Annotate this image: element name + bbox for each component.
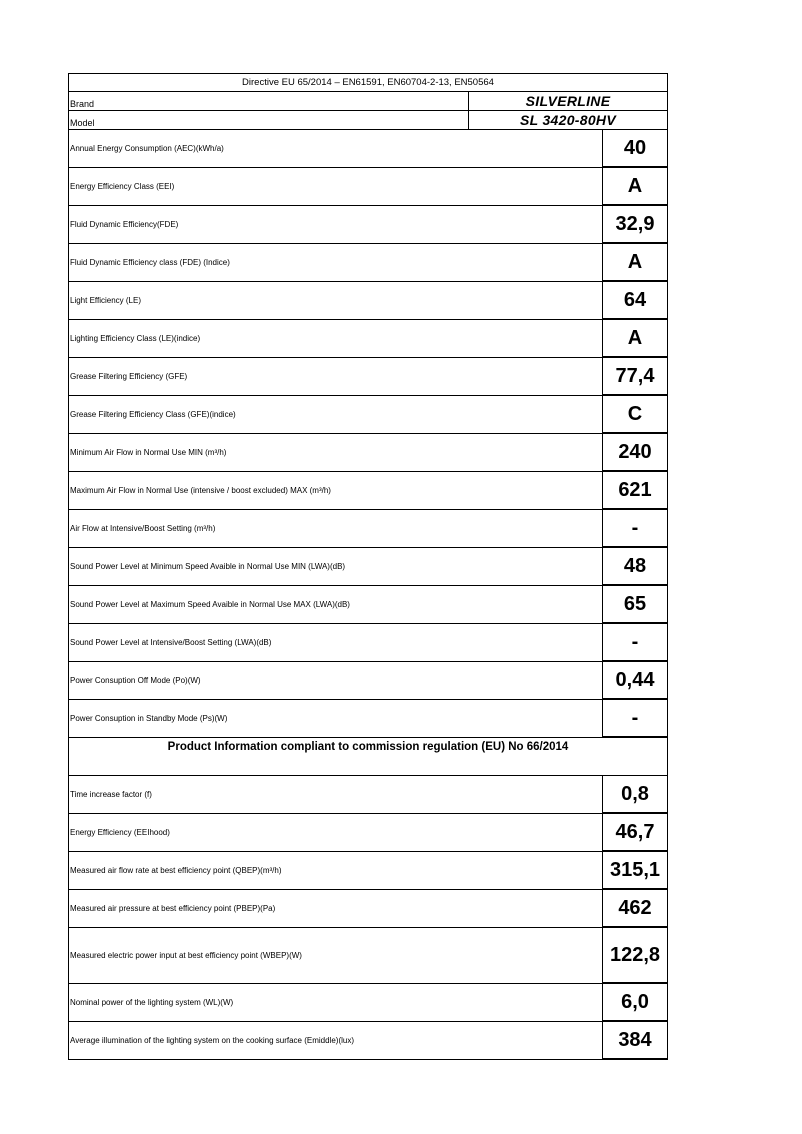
table-row xyxy=(68,586,668,624)
product-fiche-table xyxy=(68,73,668,1060)
row-label: Nominal power of the lighting system (WL)(W) xyxy=(70,998,234,1007)
row-value: 6,0 xyxy=(602,984,667,1021)
table-row xyxy=(68,1022,668,1060)
row-value: - xyxy=(602,510,667,547)
table-row xyxy=(68,396,668,434)
row-label: Minimum Air Flow in Normal Use MIN (m³/h) xyxy=(70,448,227,457)
row-value: 621 xyxy=(602,472,667,509)
row-value: 64 xyxy=(602,282,667,319)
row-value: 77,4 xyxy=(602,358,667,395)
row-value: 46,7 xyxy=(602,814,667,851)
table-row xyxy=(68,814,668,852)
row-label: Sound Power Level at Intensive/Boost Setting (LWA)(dB) xyxy=(70,638,272,647)
table-row xyxy=(68,662,668,700)
row-label: Sound Power Level at Minimum Speed Avaible in Normal Use MIN (LWA)(dB) xyxy=(70,562,346,571)
row-value: A xyxy=(602,320,667,357)
row-label: Light Efficiency (LE) xyxy=(70,296,141,305)
row-value: 0,8 xyxy=(602,776,667,813)
model-value: SL 3420-80HV xyxy=(520,112,616,128)
row-value: 40 xyxy=(602,130,667,167)
row-label: Measured air flow rate at best efficiency point (QBEP)(m³/h) xyxy=(70,866,282,875)
brand-label: Brand xyxy=(69,92,469,110)
row-label: Grease Filtering Efficiency (GFE) xyxy=(70,372,188,381)
table-row xyxy=(68,472,668,510)
table-row xyxy=(68,130,668,168)
table-row xyxy=(68,510,668,548)
row-value: 0,44 xyxy=(602,662,667,699)
directive-text: Directive EU 65/2014 – EN61591, EN60704-2-13, EN50564 xyxy=(242,77,494,88)
row-label: Lighting Efficiency Class (LE)(indice) xyxy=(70,334,201,343)
row-value: 240 xyxy=(602,434,667,471)
table-row xyxy=(68,776,668,814)
row-label: Energy Efficiency Class (EEI) xyxy=(70,182,175,191)
table-row xyxy=(68,320,668,358)
row-label: Air Flow at Intensive/Boost Setting (m³/h) xyxy=(70,524,216,533)
row-value: - xyxy=(602,700,667,737)
row-label: Measured air pressure at best efficiency point (PBEP)(Pa) xyxy=(70,904,276,913)
brand-value: SILVERLINE xyxy=(525,93,611,109)
row-label: Measured electric power input at best efficiency point (WBEP)(W) xyxy=(70,951,302,960)
row-value: 32,9 xyxy=(602,206,667,243)
table-row xyxy=(68,206,668,244)
row-label: Energy Efficiency (EEIhood) xyxy=(70,828,170,837)
table-row xyxy=(68,890,668,928)
table-row xyxy=(68,358,668,396)
table-row xyxy=(68,984,668,1022)
model-label: Model xyxy=(69,111,469,129)
directive-header xyxy=(68,73,668,92)
row-value: 315,1 xyxy=(602,852,667,889)
row-label: Fluid Dynamic Efficiency(FDE) xyxy=(70,220,179,229)
table-row xyxy=(68,168,668,206)
row-value: C xyxy=(602,396,667,433)
row-label: Time increase factor (f) xyxy=(70,790,152,799)
table-row xyxy=(68,700,668,738)
table-row xyxy=(68,434,668,472)
row-value: 462 xyxy=(602,890,667,927)
table-row xyxy=(68,244,668,282)
row-value: A xyxy=(602,244,667,281)
row-value: 122,8 xyxy=(602,928,667,983)
section-title: Product Information compliant to commission regulation (EU) No 66/2014 xyxy=(167,741,569,753)
row-label: Power Consuption Off Mode (Po)(W) xyxy=(70,676,201,685)
row-value: A xyxy=(602,168,667,205)
row-label: Fluid Dynamic Efficiency class (FDE) (Indice) xyxy=(70,258,230,267)
row-label: Maximum Air Flow in Normal Use (intensive / boost excluded) MAX (m³/h) xyxy=(70,486,331,495)
row-label: Power Consuption in Standby Mode (Ps)(W) xyxy=(70,714,228,723)
row-value: 65 xyxy=(602,586,667,623)
row-label: Average illumination of the lighting system on the cooking surface (Emiddle)(lux) xyxy=(70,1036,354,1045)
row-value: 48 xyxy=(602,548,667,585)
section-title-row xyxy=(68,738,668,776)
table-row xyxy=(68,548,668,586)
row-value: - xyxy=(602,624,667,661)
table-row xyxy=(68,928,668,984)
brand-row xyxy=(68,92,668,111)
table-row xyxy=(68,624,668,662)
row-label: Grease Filtering Efficiency Class (GFE)(indice) xyxy=(70,410,236,419)
row-value: 384 xyxy=(602,1022,667,1059)
table-row xyxy=(68,282,668,320)
row-label: Sound Power Level at Maximum Speed Avaible in Normal Use MAX (LWA)(dB) xyxy=(70,600,350,609)
model-row xyxy=(68,111,668,130)
table-row xyxy=(68,852,668,890)
row-label: Annual Energy Consumption (AEC)(kWh/a) xyxy=(70,144,224,153)
